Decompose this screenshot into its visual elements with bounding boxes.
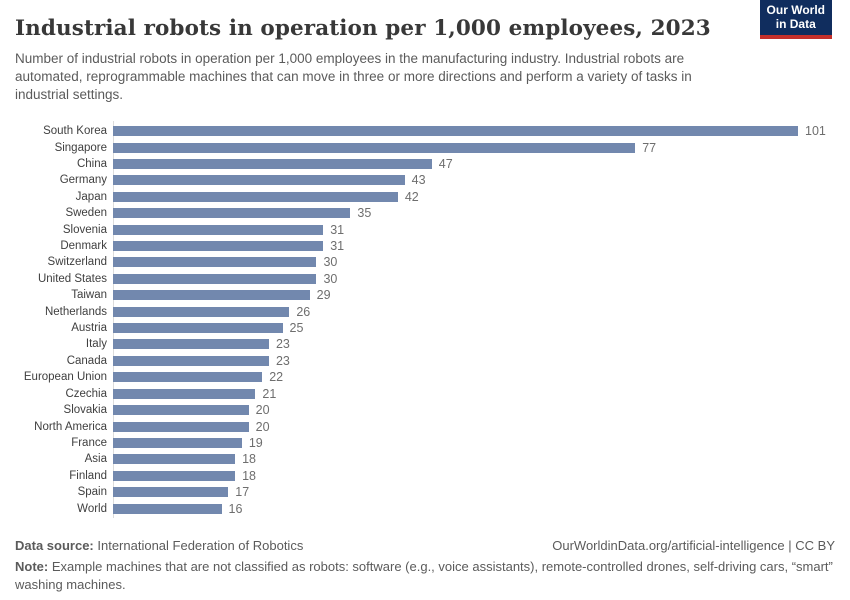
country-label: Italy	[85, 338, 107, 351]
bar-row	[15, 254, 835, 270]
bar-value: 29	[316, 288, 331, 303]
country-label: France	[71, 436, 107, 449]
bar[interactable]	[113, 257, 316, 267]
bar-track	[113, 271, 835, 286]
bar-value: 21	[262, 386, 277, 401]
bar-row	[15, 369, 835, 385]
bar-row	[15, 320, 835, 336]
country-label: European Union	[23, 371, 107, 384]
data-source-value: International Federation of Robotics	[93, 537, 304, 553]
bar[interactable]	[113, 372, 262, 382]
bar-row	[15, 172, 835, 188]
country-label: Singapore	[54, 141, 107, 154]
bar-row	[15, 353, 835, 369]
bar-row	[15, 402, 835, 418]
chart-footer	[15, 538, 835, 594]
bar[interactable]	[113, 422, 249, 432]
country-label: Switzerland	[47, 256, 107, 269]
country-label: South Korea	[43, 125, 107, 138]
bar-track	[113, 222, 835, 237]
country-label: Canada	[66, 354, 107, 367]
bar[interactable]	[113, 471, 235, 481]
bar-track	[113, 435, 835, 450]
country-label: Austria	[71, 322, 107, 335]
bar-row	[15, 336, 835, 352]
bar-row	[15, 189, 835, 205]
owid-logo-line2: in Data	[775, 17, 816, 31]
bar[interactable]	[113, 323, 283, 333]
bar-track	[113, 288, 835, 303]
bar-value: 16	[228, 501, 243, 516]
country-label: Taiwan	[71, 289, 107, 302]
bar-track	[113, 206, 835, 221]
bar-track	[113, 386, 835, 401]
bar-track	[113, 304, 835, 319]
chart-header	[15, 0, 835, 104]
country-label: Netherlands	[44, 305, 107, 318]
country-label: World	[77, 502, 107, 515]
bar[interactable]	[113, 175, 405, 185]
bar-value: 30	[323, 271, 338, 286]
data-source	[15, 538, 303, 553]
bar[interactable]	[113, 241, 323, 251]
footer-note-label: Note:	[15, 558, 49, 574]
bar-track	[113, 337, 835, 352]
bar[interactable]	[113, 438, 242, 448]
bar[interactable]	[113, 126, 798, 136]
bar-value: 25	[289, 321, 304, 336]
bar-value: 26	[296, 304, 311, 319]
bar-value: 47	[438, 157, 453, 172]
country-label: China	[76, 158, 107, 171]
bar-row	[15, 468, 835, 484]
bar-track	[113, 403, 835, 418]
bar-track	[113, 157, 835, 172]
owid-url-link[interactable]: OurWorldinData.org/artificial-intelligence | CC BY	[552, 537, 835, 553]
bar-value: 22	[269, 370, 284, 385]
bar-row	[15, 238, 835, 254]
bar-track	[113, 501, 835, 516]
country-label: Sweden	[65, 207, 107, 220]
country-label: Slovakia	[63, 404, 107, 417]
bar-value: 20	[255, 419, 270, 434]
country-label: Czechia	[65, 387, 107, 400]
bar[interactable]	[113, 208, 350, 218]
country-label: Finland	[69, 469, 107, 482]
bar[interactable]	[113, 192, 398, 202]
bar-track	[113, 370, 835, 385]
bar[interactable]	[113, 454, 235, 464]
country-label: Germany	[59, 174, 107, 187]
bar[interactable]	[113, 225, 323, 235]
bar-value: 77	[642, 140, 657, 155]
bar[interactable]	[113, 487, 228, 497]
bar-rows	[15, 123, 835, 517]
bar[interactable]	[113, 274, 316, 284]
bar[interactable]	[113, 504, 222, 514]
bar-row	[15, 386, 835, 402]
bar-row	[15, 205, 835, 221]
bar-row	[15, 451, 835, 467]
bar-value: 19	[248, 435, 263, 450]
bar-track	[113, 140, 835, 155]
bar-value: 17	[235, 485, 250, 500]
bar-row	[15, 139, 835, 155]
bar-track	[113, 189, 835, 204]
bar-track	[113, 124, 835, 139]
bar-row	[15, 500, 835, 516]
bar[interactable]	[113, 159, 432, 169]
bar-value: 18	[242, 468, 256, 483]
bar-track	[113, 255, 835, 270]
bar-track	[113, 419, 835, 434]
bar-value: 31	[330, 222, 345, 237]
country-label: Japan	[75, 190, 107, 203]
country-label: Slovenia	[62, 223, 107, 236]
bar-row	[15, 271, 835, 287]
bar-value: 101	[805, 124, 826, 139]
bar-track	[113, 452, 835, 467]
bar[interactable]	[113, 143, 635, 153]
bar-chart	[15, 123, 835, 517]
bar-track	[113, 468, 835, 483]
footer-note-text: Example machines that are not classified as robots: software (e.g., voice assistants), remote-controlled drones, self-driving cars, “smart” washing machines.	[15, 558, 833, 592]
bar[interactable]	[113, 339, 269, 349]
bar-value: 23	[275, 337, 290, 352]
country-label: Denmark	[60, 240, 107, 253]
bar-value: 42	[404, 189, 419, 204]
chart-title: Industrial robots in operation per 1,000 employees, 2023	[15, 16, 711, 41]
bar-value: 35	[357, 206, 372, 221]
bar-row	[15, 156, 835, 172]
bar-track	[113, 239, 835, 254]
bar-value: 18	[242, 452, 256, 467]
owid-logo-line1: Our World	[766, 3, 825, 17]
bar-row	[15, 484, 835, 500]
bar-value: 30	[323, 255, 338, 270]
country-label: North America	[34, 420, 107, 433]
bar-track	[113, 485, 835, 500]
bar-value: 20	[255, 403, 270, 418]
bar-value: 31	[330, 239, 345, 254]
bar[interactable]	[113, 389, 255, 399]
bar-row	[15, 123, 835, 139]
bar-row	[15, 303, 835, 319]
bar[interactable]	[113, 290, 310, 300]
bar-track	[113, 173, 835, 188]
country-label: Asia	[84, 453, 107, 466]
footer-note	[15, 558, 835, 594]
bar-row	[15, 221, 835, 237]
bar[interactable]	[113, 405, 249, 415]
country-label: Spain	[77, 486, 107, 499]
bar-row	[15, 287, 835, 303]
bar-value: 23	[275, 353, 290, 368]
data-source-label: Data source:	[15, 537, 94, 553]
bar-row	[15, 435, 835, 451]
bar-row	[15, 418, 835, 434]
bar-track	[113, 353, 835, 368]
bar-value: 43	[411, 173, 426, 188]
bar[interactable]	[113, 307, 289, 317]
owid-logo[interactable]	[760, 0, 832, 39]
bar-track	[113, 321, 835, 336]
bar[interactable]	[113, 356, 269, 366]
country-label: United States	[37, 272, 107, 285]
chart-subtitle: Number of industrial robots in operation per 1,000 employees in the manufacturing industry. Industrial robots are automated, reprogrammable machines that can move in three or more directions and perform a variety of tasks in industrial settings.	[15, 51, 692, 102]
